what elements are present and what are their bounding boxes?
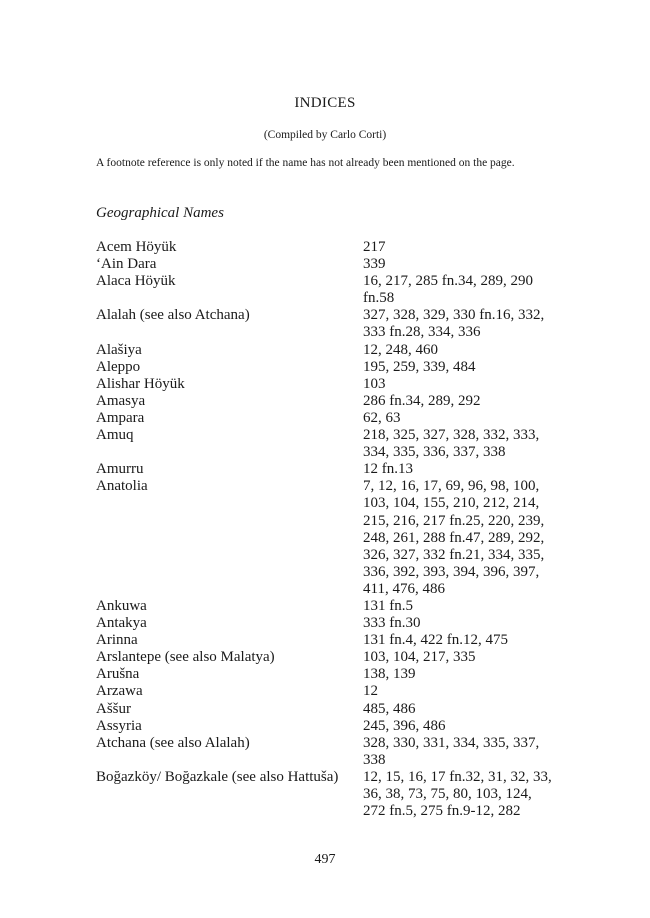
page-number: 497: [314, 852, 336, 867]
index-entry-pages: [363, 273, 566, 307]
index-entry-page-line: 338: [363, 751, 386, 768]
index-entry-page-line: 334, 335, 336, 337, 338: [363, 444, 506, 461]
index-entry: [96, 307, 566, 341]
index-entry-page-line: 333 fn.30: [363, 615, 421, 632]
index-entry-name: Arzawa: [96, 683, 143, 700]
index-entry: [96, 461, 566, 478]
index-entry: [96, 273, 566, 307]
index-entry-page-line: 138, 139: [363, 666, 416, 683]
index-entry: [96, 342, 566, 359]
index-entry: [96, 410, 566, 427]
index-entry-name: Alalah (see also Atchana): [96, 307, 250, 324]
index-entry-page-line: 245, 396, 486: [363, 717, 446, 734]
index-entry-pages: [363, 256, 566, 273]
index-entry-page-line: 12 fn.13: [363, 461, 413, 478]
index-entry: [96, 256, 566, 273]
index-entry-pages: [363, 461, 566, 478]
index-entry: [96, 649, 566, 666]
index-entry-pages: [363, 683, 566, 700]
index-entry: [96, 666, 566, 683]
index-entry-name: Arušna: [96, 666, 140, 683]
index-entry-pages: [363, 666, 566, 683]
index-entry-page-line: 217: [363, 239, 386, 255]
index-entry-name: Antakya: [96, 615, 147, 632]
index-entry-page-line: 326, 327, 332 fn.21, 334, 335,: [363, 546, 545, 563]
index-entry-pages: [363, 376, 566, 393]
index-entry-pages: [363, 735, 566, 769]
index-entry-name: Atchana (see also Alalah): [96, 734, 250, 751]
index-entry-pages: [363, 427, 566, 461]
index-entry: [96, 701, 566, 718]
index-entry: [96, 478, 566, 598]
index-entry-page-line: 62, 63: [363, 409, 401, 426]
index-entry-name: Acem Höyük: [96, 239, 177, 255]
index-entry-pages: [363, 239, 566, 256]
index-entry-pages: [363, 632, 566, 649]
index-entry-page-line: 36, 38, 73, 75, 80, 103, 124,: [363, 786, 532, 802]
index-entry-pages: [363, 393, 566, 410]
index-entry-page-line: 336, 392, 393, 394, 396, 397,: [363, 563, 540, 580]
index-entry-name: Amuq: [96, 427, 134, 444]
index-entry-pages: [363, 615, 566, 632]
index-entry: [96, 359, 566, 376]
index-entry-page-line: 485, 486: [363, 700, 416, 717]
index-entry-name: Aššur: [96, 700, 132, 717]
index-entry-name: Alaca Höyük: [96, 273, 176, 290]
index-entry-name: Arslantepe (see also Malatya): [96, 649, 275, 666]
index-entry-pages: [363, 478, 566, 598]
index-entry-name: ‘Ain Dara: [96, 256, 157, 273]
index-entry-page-line: 215, 216, 217 fn.25, 220, 239,: [363, 512, 545, 529]
index-entry: [96, 632, 566, 649]
index-entry: [96, 393, 566, 410]
page-title: INDICES: [294, 95, 356, 111]
index-entry-name: Assyria: [96, 717, 142, 734]
index-entry-page-line: 12, 15, 16, 17 fn.32, 31, 32, 33,: [363, 768, 552, 785]
index-entry-name: Boğazköy/ Boğazkale (see also Hattuša): [96, 768, 339, 785]
index-entry-page-line: 12: [363, 683, 378, 700]
index-entry: [96, 239, 566, 256]
index-entry-name: Ampara: [96, 409, 145, 426]
index-entry-page-line: 411, 476, 486: [363, 580, 445, 597]
index-entry-page-line: 7, 12, 16, 17, 69, 96, 98, 100,: [363, 478, 540, 495]
index-entry-page-line: 103, 104, 155, 210, 212, 214,: [363, 495, 540, 512]
index-entry-name: Amurru: [96, 461, 144, 478]
index-entry-page-line: fn.58: [363, 290, 395, 307]
index-entry-pages: [363, 718, 566, 735]
index-entry-page-line: 131 fn.4, 422 fn.12, 475: [363, 632, 508, 649]
index-entry-pages: [363, 359, 566, 376]
index-entry-page-line: 327, 328, 329, 330 fn.16, 332,: [363, 307, 545, 324]
index-entry-name: Aleppo: [96, 358, 141, 375]
index-entry-name: Anatolia: [96, 478, 148, 495]
footnote-note: A footnote reference is only noted if the name has not already been mentioned on the page.: [96, 157, 515, 169]
index-entry-name: Arinna: [96, 632, 138, 649]
index-entry-pages: [363, 649, 566, 666]
index-entry-page-line: 195, 259, 339, 484: [363, 358, 476, 375]
index-entry: [96, 598, 566, 615]
compiler-credit: (Compiled by Carlo Corti): [263, 129, 387, 141]
index-entry-pages: [363, 342, 566, 359]
index-entry-page-line: 328, 330, 331, 334, 335, 337,: [363, 734, 540, 751]
index-entry-pages: [363, 769, 566, 820]
index-entry-pages: [363, 410, 566, 427]
index-entry-pages: [363, 701, 566, 718]
index-entry-name: Alishar Höyük: [96, 375, 185, 392]
index-entry-page-line: 16, 217, 285 fn.34, 289, 290: [363, 273, 533, 290]
section-title: Geographical Names: [96, 205, 224, 221]
index-entry-page-line: 272 fn.5, 275 fn.9-12, 282: [363, 803, 521, 820]
index-entry-pages: [363, 307, 566, 341]
index-entry-page-line: 103: [363, 375, 386, 392]
index-entry-pages: [363, 598, 566, 615]
index-entry: [96, 376, 566, 393]
index-entry-page-line: 339: [363, 256, 386, 273]
index-entry-page-line: 12, 248, 460: [363, 341, 438, 358]
index-entry-page-line: 103, 104, 217, 335: [363, 649, 476, 666]
index-list: [96, 239, 566, 820]
index-entry-name: Ankuwa: [96, 597, 147, 614]
index-entry-name: Amasya: [96, 392, 146, 409]
index-entry: [96, 735, 566, 769]
index-entry: [96, 615, 566, 632]
index-entry: [96, 718, 566, 735]
index-entry: [96, 769, 566, 820]
index-entry-page-line: 248, 261, 288 fn.47, 289, 292,: [363, 529, 545, 546]
index-entry: [96, 683, 566, 700]
index-entry-page-line: 131 fn.5: [363, 597, 413, 614]
index-entry-page-line: 286 fn.34, 289, 292: [363, 392, 481, 409]
index-entry: [96, 427, 566, 461]
index-entry-page-line: 218, 325, 327, 328, 332, 333,: [363, 427, 540, 444]
index-entry-name: Alašiya: [96, 341, 142, 358]
index-entry-page-line: 333 fn.28, 334, 336: [363, 324, 481, 341]
